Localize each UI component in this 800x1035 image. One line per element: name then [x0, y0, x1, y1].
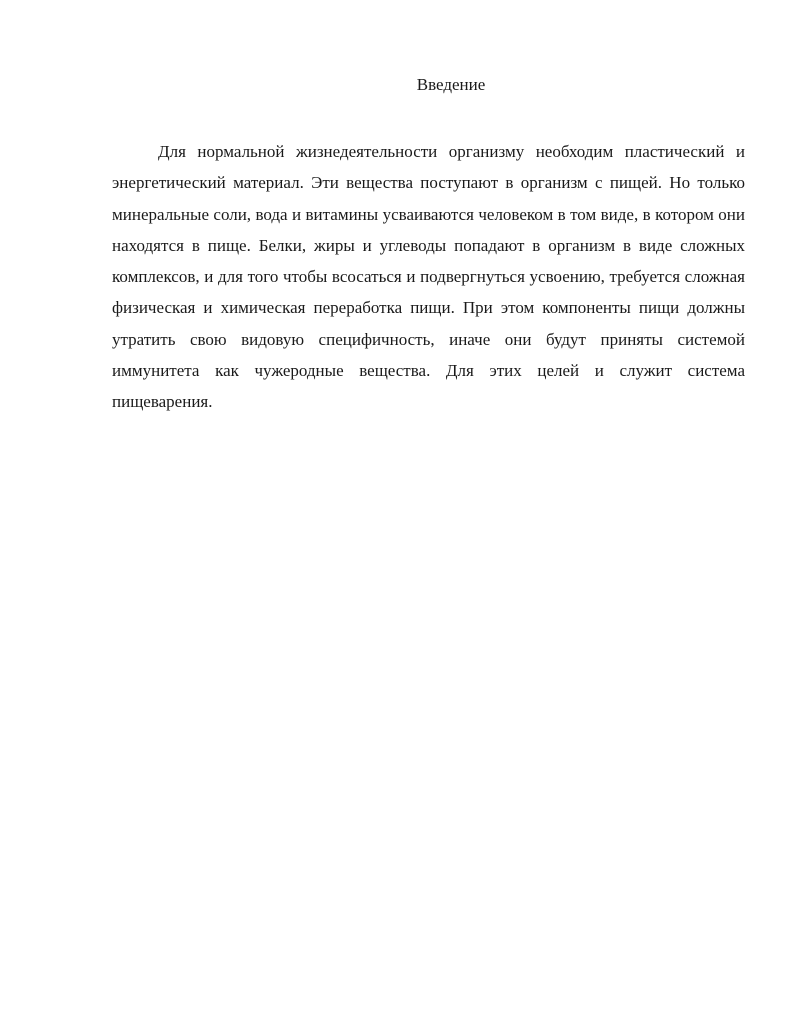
- body-paragraph: Для нормальной жизнедеятельности организму необходим пластический и энергетический материал. Эти вещества поступают в организм с пищей. Но только минеральные соли, вода и витамины усваиваются человеком в том виде, в котором они находятся в пище. Белки, жиры и углеводы попадают в организм в виде сложных комплексов, и для того чтобы всосаться и подвергнуться усвоению, требуется сложная физическая и химическая переработка пищи. При этом компоненты пищи должны утратить свою видовую специфичность, иначе они будут приняты системой иммунитета как чужеродные вещества. Для этих целей и служит система пищеварения.: [112, 142, 745, 412]
- section-heading: Введение: [416, 75, 486, 94]
